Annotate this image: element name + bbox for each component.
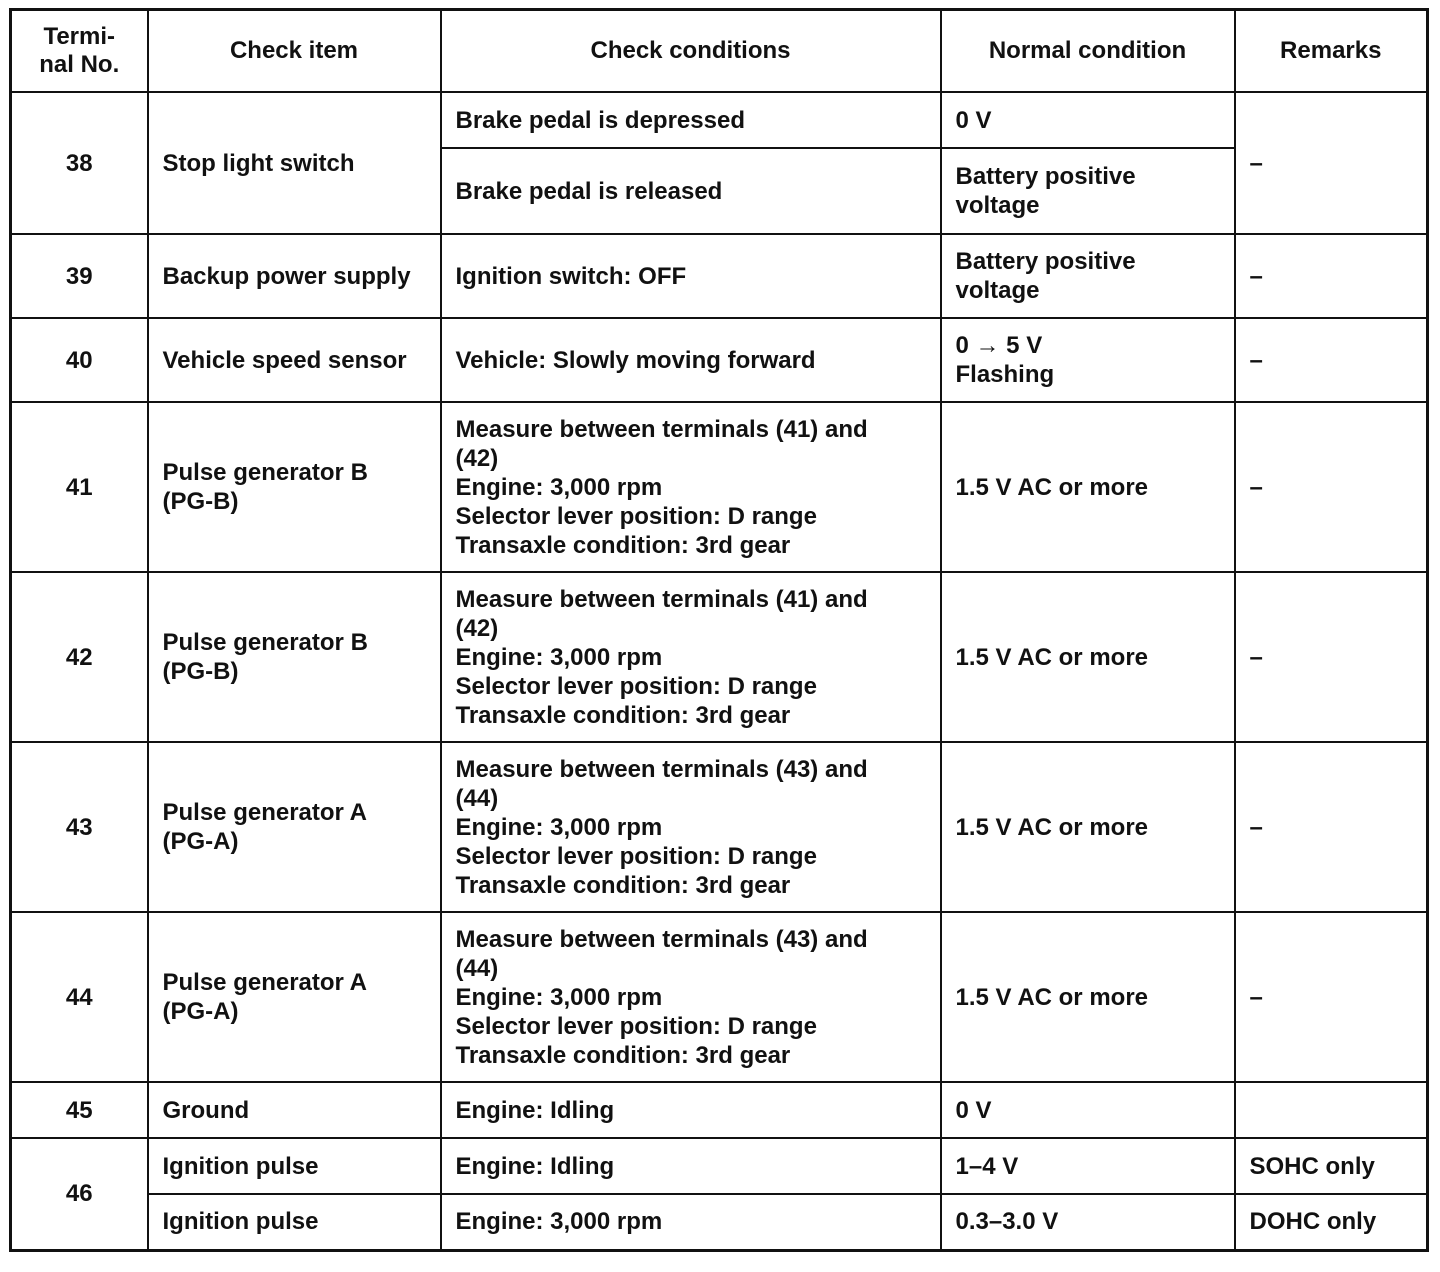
terminal-no: 43: [11, 742, 148, 912]
table-row: [11, 234, 1428, 318]
table-row: [11, 318, 1428, 402]
table-row: [11, 1138, 1428, 1194]
check-condition: Engine: Idling: [441, 1138, 941, 1194]
terminal-no: 44: [11, 912, 148, 1082]
table-row: [11, 1082, 1428, 1138]
table-row: [11, 742, 1428, 912]
header-normal-condition: Normal condition: [941, 10, 1235, 93]
check-condition: Engine: Idling: [441, 1082, 941, 1138]
check-condition: Measure between terminals (43) and (44) Engine: 3,000 rpm Selector lever position: D range Transaxle condition: 3rd gear: [441, 912, 941, 1082]
header-terminal-no: Termi- nal No.: [11, 10, 148, 93]
table-header-row: [11, 10, 1428, 93]
normal-condition: 1–4 V: [941, 1138, 1235, 1194]
normal-condition: Battery positive voltage: [941, 148, 1235, 234]
check-item: Ground: [148, 1082, 441, 1138]
terminal-no: 46: [11, 1138, 148, 1250]
normal-condition: 1.5 V AC or more: [941, 402, 1235, 572]
normal-condition: Battery positive voltage: [941, 234, 1235, 318]
normal-condition: 0 V: [941, 1082, 1235, 1138]
check-item: Backup power supply: [148, 234, 441, 318]
check-item: Vehicle speed sensor: [148, 318, 441, 402]
table-row: [11, 912, 1428, 1082]
remark: [1235, 1082, 1428, 1138]
header-check-conditions: Check conditions: [441, 10, 941, 93]
check-item: Ignition pulse: [148, 1194, 441, 1250]
check-condition: Measure between terminals (41) and (42) Engine: 3,000 rpm Selector lever position: D range Transaxle condition: 3rd gear: [441, 402, 941, 572]
check-condition: Measure between terminals (43) and (44) Engine: 3,000 rpm Selector lever position: D range Transaxle condition: 3rd gear: [441, 742, 941, 912]
check-item: Pulse generator A (PG-A): [148, 912, 441, 1082]
check-item: Stop light switch: [148, 92, 441, 234]
terminal-no: 41: [11, 402, 148, 572]
terminal-no: 38: [11, 92, 148, 234]
terminal-no: 45: [11, 1082, 148, 1138]
remark: –: [1235, 912, 1428, 1082]
normal-condition: 1.5 V AC or more: [941, 912, 1235, 1082]
remark: –: [1235, 402, 1428, 572]
check-item: Pulse generator A (PG-A): [148, 742, 441, 912]
terminal-no: 39: [11, 234, 148, 318]
check-item: Pulse generator B (PG-B): [148, 572, 441, 742]
table-row: [11, 402, 1428, 572]
remark: DOHC only: [1235, 1194, 1428, 1250]
check-item: Ignition pulse: [148, 1138, 441, 1194]
remark: –: [1235, 234, 1428, 318]
table-row: [11, 1194, 1428, 1250]
check-condition: Engine: 3,000 rpm: [441, 1194, 941, 1250]
header-remarks: Remarks: [1235, 10, 1428, 93]
remark: –: [1235, 92, 1428, 234]
check-condition: Measure between terminals (41) and (42) Engine: 3,000 rpm Selector lever position: D range Transaxle condition: 3rd gear: [441, 572, 941, 742]
check-condition: Brake pedal is released: [441, 148, 941, 234]
check-condition: Ignition switch: OFF: [441, 234, 941, 318]
normal-condition: 1.5 V AC or more: [941, 572, 1235, 742]
check-condition: Brake pedal is depressed: [441, 92, 941, 148]
table-row: [11, 92, 1428, 148]
remark: SOHC only: [1235, 1138, 1428, 1194]
terminal-no: 42: [11, 572, 148, 742]
terminal-no: 40: [11, 318, 148, 402]
terminal-check-table: [9, 8, 1429, 1252]
header-check-item: Check item: [148, 10, 441, 93]
normal-condition: 0.3–3.0 V: [941, 1194, 1235, 1250]
check-item: Pulse generator B (PG-B): [148, 402, 441, 572]
remark: –: [1235, 572, 1428, 742]
remark: –: [1235, 742, 1428, 912]
check-condition: Vehicle: Slowly moving forward: [441, 318, 941, 402]
table-row: [11, 572, 1428, 742]
normal-condition: 0 → 5 V Flashing: [941, 318, 1235, 402]
normal-condition: 0 V: [941, 92, 1235, 148]
remark: –: [1235, 318, 1428, 402]
normal-condition: 1.5 V AC or more: [941, 742, 1235, 912]
